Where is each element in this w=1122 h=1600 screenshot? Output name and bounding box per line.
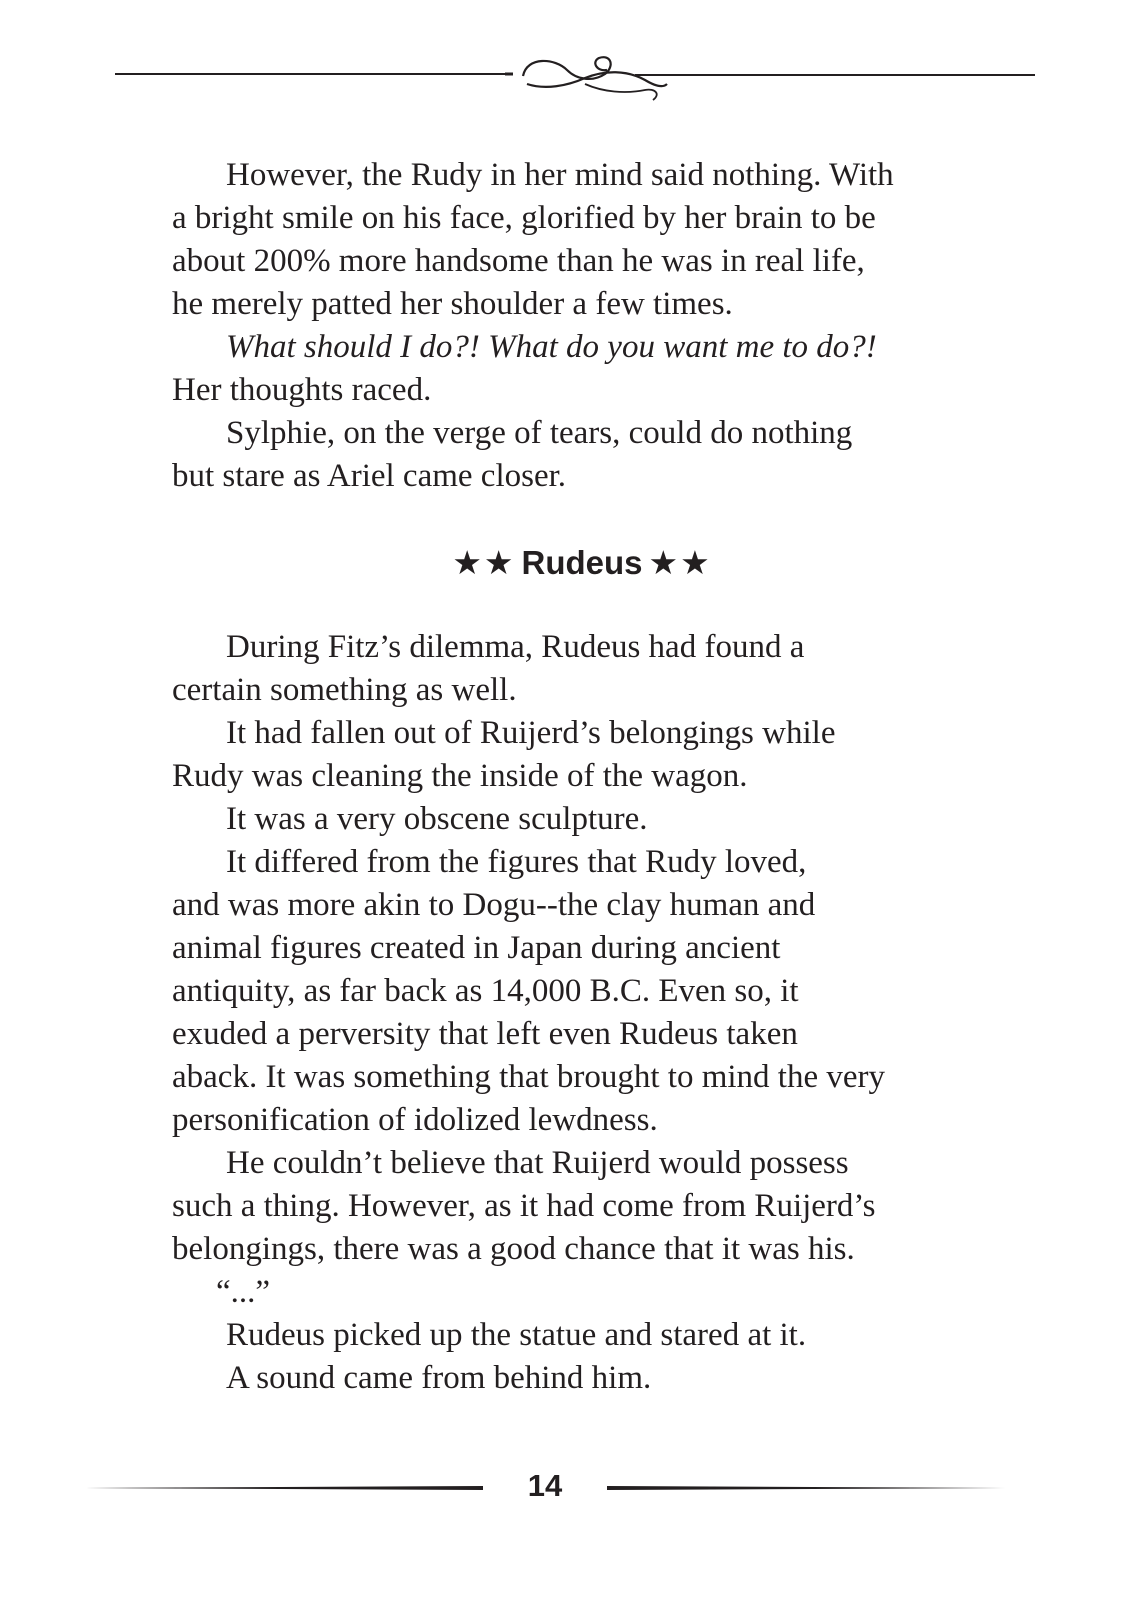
paragraph-2-line-2: Her thoughts raced. (172, 372, 432, 408)
s2-p5-line-1: He couldn’t believe that Ruijerd would possess (226, 1145, 849, 1181)
section-heading (172, 498, 992, 626)
page-body-text (172, 154, 992, 1400)
s2-p4-line-2: and was more akin to Dogu--the clay human and (172, 887, 816, 923)
italic-thought-line: What should I do?! What do you want me to do?! (226, 329, 877, 365)
paragraph-1-line-2: a bright smile on his face, glorified by her brain to be (172, 200, 876, 236)
ellipsis-quote: “...” (216, 1274, 271, 1310)
s2-p4-line-3: animal figures created in Japan during ancient (172, 930, 781, 966)
paragraph-3-line-1: Sylphie, on the verge of tears, could do nothing (226, 415, 853, 451)
s2-p7-line-1: A sound came from behind him. (226, 1360, 652, 1396)
s2-p1-line-1: During Fitz’s dilemma, Rudeus had found a (226, 629, 805, 665)
s2-p2-line-2: Rudy was cleaning the inside of the wagon. (172, 758, 748, 794)
s2-p6-line-1: Rudeus picked up the statue and stared at it. (226, 1317, 807, 1353)
paragraph-1-line-4: he merely patted her shoulder a few times. (172, 286, 733, 322)
s2-p4-line-5: exuded a perversity that left even Rudeus taken (172, 1016, 798, 1052)
s2-p5-line-2: such a thing. However, as it had come from Ruijerd’s (172, 1188, 876, 1224)
s2-p4-line-4: antiquity, as far back as 14,000 B.C. Even so, it (172, 973, 799, 1009)
top-flourish-ornament (115, 46, 1035, 106)
footer-rule-left (85, 1486, 483, 1490)
s2-p4-line-6: aback. It was something that brought to mind the very (172, 1059, 886, 1095)
footer-rule-right (607, 1486, 1005, 1490)
s2-p1-line-2: certain something as well. (172, 672, 517, 708)
star-icon-left: ★★ (452, 543, 516, 581)
paragraph-1-line-1: However, the Rudy in her mind said nothing. With (226, 157, 894, 193)
s2-p5-line-3: belongings, there was a good chance that it was his. (172, 1231, 855, 1267)
paragraph-3-line-2: but stare as Ariel came closer. (172, 458, 567, 494)
s2-p3-line-1: It was a very obscene sculpture. (226, 801, 648, 837)
star-icon-right: ★★ (648, 543, 712, 581)
section-heading-title: Rudeus (521, 543, 643, 581)
s2-p2-line-1: It had fallen out of Ruijerd’s belongings while (226, 715, 836, 751)
s2-p4-line-1: It differed from the figures that Rudy loved, (226, 844, 807, 880)
s2-p4-line-7: personification of idolized lewdness. (172, 1102, 658, 1138)
page-footer (85, 1460, 1005, 1520)
page-number: 14 (527, 1468, 563, 1503)
paragraph-1-line-3: about 200% more handsome than he was in real life, (172, 243, 865, 279)
